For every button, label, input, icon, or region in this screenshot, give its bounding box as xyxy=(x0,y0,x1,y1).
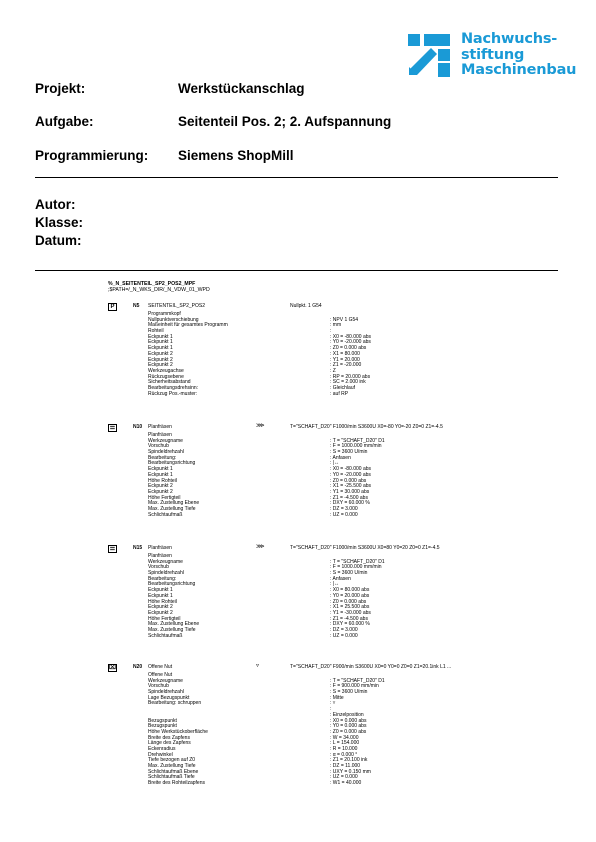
parameter-value: : Z0 = 0.000 abs xyxy=(330,345,367,352)
parameter-label: Höhe Rohteil xyxy=(148,598,177,605)
logo-line: stiftung xyxy=(461,46,525,63)
header-key: Projekt: xyxy=(35,81,86,96)
parameter-label: Rohteil xyxy=(148,328,164,335)
parameter-value: : |↔ xyxy=(330,460,340,467)
logo-text xyxy=(461,32,576,79)
block-name: Planfräsen xyxy=(148,424,172,430)
parameter-label: Offene Nut xyxy=(148,672,173,678)
parameter-label: Spindeldrehzahl xyxy=(148,570,184,577)
direction-icon: ⋙ xyxy=(256,544,265,550)
logo-line: Nachwuchs- xyxy=(461,31,558,47)
parameter-value: : Z1 = 20.100 ink xyxy=(330,757,368,764)
face-milling-icon: ☰ xyxy=(109,425,116,431)
program-header xyxy=(108,281,210,293)
parameter-value: : T = "SCHAFT_D20" D1 xyxy=(330,677,385,684)
parameter-label: Vorschub xyxy=(148,443,169,450)
parameter-value: : Y1 = -30.000 abs xyxy=(330,609,371,616)
parameter-value: : SC = 2.000 ink xyxy=(330,379,366,386)
parameter-value: : Z0 = 0.000 abs xyxy=(330,477,367,484)
parameter-label: Werkzeugachse xyxy=(148,367,184,374)
block-summary: Nullpkt. 1 G54 xyxy=(290,303,322,309)
parameter-value: : RP = 20.000 abs xyxy=(330,373,371,380)
parameter-value: : Y0 = 0.000 abs xyxy=(330,723,367,730)
direction-icon: ⋙ xyxy=(256,423,265,429)
parameter-label: Eckpunkt 2 xyxy=(148,488,173,495)
parameter-value: : S = 3600 U/min xyxy=(330,689,368,696)
parameter-label: Höhe Rohteil xyxy=(148,477,177,484)
parameter-value: : X0 = -80.000 abs xyxy=(330,466,372,473)
parameter-label: Spindeldrehzahl xyxy=(148,449,184,456)
parameter-value: : Y0 = -20.000 abs xyxy=(330,339,371,346)
parameter-value: : Z1 = -4.500 abs xyxy=(330,494,368,501)
block-number: N5 xyxy=(133,303,140,309)
parameter-value: : Y0 = -20.000 abs xyxy=(330,471,371,478)
parameter-label: Eckpunkt 1 xyxy=(148,339,173,346)
parameter-value: : W1 = 40.000 xyxy=(330,780,362,787)
parameter-row xyxy=(148,634,568,640)
parameter-label: Breite des Zapfens xyxy=(148,734,190,741)
parameter-label: Länge des Zapfens xyxy=(148,740,191,747)
parameter-label: Eckpunkt 1 xyxy=(148,333,173,340)
author-label: Autor: xyxy=(35,197,76,212)
parameter-label: Eckpunkt 1 xyxy=(148,466,173,473)
parameter-label: Bearbeitungsdrehsinn: xyxy=(148,384,199,391)
parameter-label: Max. Zustellung Ebene xyxy=(148,500,200,507)
parameter-value: : T = "SCHAFT_D20" D1 xyxy=(330,437,385,444)
parameter-value: : F = 1000.000 mm/min xyxy=(330,564,382,571)
parameter-value: : F = 1000.000 mm/min xyxy=(330,443,382,450)
face-milling-icon: ☰ xyxy=(109,546,116,552)
parameter-label: Sicherheitsabstand xyxy=(148,379,191,386)
parameter-label: Eckpunkt 2 xyxy=(148,356,173,363)
parameter-label: Bearbeitung: schruppen xyxy=(148,700,202,707)
parameter-value: : ▿ xyxy=(330,700,336,707)
parameter-value: : xyxy=(330,706,332,713)
parameter-value: : Anfasen xyxy=(330,454,351,461)
parameter-value: : S = 3600 U/min xyxy=(330,570,368,577)
parameter-value: : |↔ xyxy=(330,581,340,588)
block-summary: T="SCHAFT_D20" F900/min S3600U X0=0 Y0=0 Z0=0 Z1=20.1ink L1 ... xyxy=(290,664,452,670)
parameter-label: Schlichtaufmaß xyxy=(148,511,183,518)
parameter-label: Eckpunkt 2 xyxy=(148,350,173,357)
header-row-aufgabe xyxy=(35,114,391,129)
parameter-value: : DZ = 3.000 xyxy=(330,626,358,633)
parameter-value: : T = "SCHAFT_D20" D1 xyxy=(330,558,385,565)
parameter-label: Eckpunkt 2 xyxy=(148,604,173,611)
parameter-row xyxy=(148,781,568,787)
parameter-label: Vorschub xyxy=(148,683,169,690)
parameter-value: : xyxy=(330,328,332,335)
parameter-label: Max. Zustellung Tiefe xyxy=(148,763,196,769)
parameter-label: Werkzeugname xyxy=(148,558,183,565)
parameter-label: Eckpunkt 2 xyxy=(148,609,173,616)
parameter-label: Max. Zustellung Tiefe xyxy=(148,626,196,633)
parameter-label: Rückzug Pos.-muster: xyxy=(148,390,198,397)
parameter-value: : Z0 = 0.000 abs xyxy=(330,598,367,605)
parameter-label: Bearbeitung: xyxy=(148,575,177,582)
parameter-value: : Y1 = 30.000 abs xyxy=(330,488,370,495)
parameter-value: : DZ = 11.000 xyxy=(330,763,361,769)
parameter-label: Bearbeitungsrichtung xyxy=(148,581,196,588)
parameter-value: : DXY = 60.000 % xyxy=(330,500,370,507)
parameter-label: Tiefe bezogen auf Z0 xyxy=(148,757,196,764)
parameter-label: Max. Zustellung Ebene xyxy=(148,621,200,628)
parameter-list xyxy=(148,433,568,518)
parameter-row xyxy=(148,392,568,398)
block-name: Offene Nut xyxy=(148,664,173,670)
parameter-label: Drehwinkel xyxy=(148,751,173,758)
parameter-label: Höhe Werkstückoberfläche xyxy=(148,728,208,735)
header-row-programmierung xyxy=(35,148,294,163)
header-key: Aufgabe: xyxy=(35,114,94,129)
parameter-value: : X0 = 80.000 abs xyxy=(330,587,370,594)
parameter-value: : α = 0.000 ° xyxy=(330,751,358,758)
parameter-label: Maßeinheit für gesamtes Programm xyxy=(148,322,228,329)
logo xyxy=(405,30,575,82)
parameter-row xyxy=(148,513,568,519)
arrow-logo-icon xyxy=(405,32,455,80)
parameter-label: Eckpunkt 2 xyxy=(148,483,173,490)
parameter-value: : X0 = 0.000 abs xyxy=(330,717,367,724)
parameter-label: Werkzeugname xyxy=(148,677,183,684)
datum-label: Datum: xyxy=(35,233,82,248)
parameter-label: Max. Zustellung Tiefe xyxy=(148,505,196,512)
parameter-value: : L = 154.000 xyxy=(330,740,360,747)
block-number: N20 xyxy=(133,664,143,670)
parameter-label: Eckpunkt 1 xyxy=(148,471,173,478)
parameter-label: Höhe Fertigteil xyxy=(148,615,181,622)
parameter-value: : UZ = 0.000 xyxy=(330,632,358,639)
block-summary: T="SCHAFT_D20" F1000/min S3600U X0=-80 Y0=-20 Z0=0 Z1=-4.5 xyxy=(290,424,443,430)
parameter-label: Rückzugsebene xyxy=(148,373,184,380)
parameter-value: : NPV 1 G54 xyxy=(330,316,359,323)
parameter-label: Schlichtaufmaß Tiefe xyxy=(148,774,195,781)
parameter-value: : Z1 = -4.500 abs xyxy=(330,615,368,622)
direction-icon: ▿ xyxy=(256,663,260,669)
parameter-value: : X1 = -25.500 abs xyxy=(330,483,372,490)
header-value: Werkstückanschlag xyxy=(178,81,305,96)
parameter-label: Eckpunkt 2 xyxy=(148,362,173,369)
parameter-list xyxy=(148,554,568,639)
parameter-value: : UXY = 0.150 mm xyxy=(330,768,371,775)
program-header-icon: P xyxy=(108,303,117,311)
parameter-value: : X1 = 25.500 abs xyxy=(330,604,370,611)
parameter-label: Schlichtaufmaß xyxy=(148,632,183,639)
parameter-value: : Z xyxy=(330,367,336,374)
open-slot-icon: ⌧ xyxy=(109,665,116,671)
parameter-label: Eckpunkt 1 xyxy=(148,592,173,599)
header-value: Siemens ShopMill xyxy=(178,148,294,163)
header-value: Seitenteil Pos. 2; 2. Aufspannung xyxy=(178,114,392,129)
block-number: N10 xyxy=(133,424,143,430)
parameter-value: : Y0 = 20.000 abs xyxy=(330,592,370,599)
header-row-projekt xyxy=(35,81,305,96)
logo-line: Maschinenbau xyxy=(461,62,577,78)
program-path: ;$PATH=/_N_WKS_DIR/_N_VDW_01_WPD xyxy=(108,287,210,293)
divider xyxy=(35,270,558,271)
parameter-label: Eckenradius xyxy=(148,745,176,752)
block-summary: T="SCHAFT_D20" F1000/min S3600U X0=80 Y0=20 Z0=0 Z1=-4.5 xyxy=(290,545,440,551)
parameter-value: : DXY = 60.000 % xyxy=(330,621,370,628)
divider xyxy=(35,177,558,178)
program-name: %_N_SEITENTEIL_SP2_POS2_MPF xyxy=(108,281,196,287)
klasse-label: Klasse: xyxy=(35,215,84,230)
parameter-value: : Y1 = 20.000 xyxy=(330,356,360,363)
parameter-label: Werkzeugname xyxy=(148,437,183,444)
parameter-label: Eckpunkt 1 xyxy=(148,587,173,594)
parameter-label: Höhe Fertigteil xyxy=(148,494,181,501)
parameter-label: Eckpunkt 1 xyxy=(148,345,173,352)
parameter-value: : DZ = 3.000 xyxy=(330,505,358,512)
meta-block xyxy=(35,196,83,250)
parameter-label: Vorschub xyxy=(148,564,169,571)
parameter-value: : S = 3600 U/min xyxy=(330,449,368,456)
parameter-label: Bearbeitungsrichtung xyxy=(148,460,196,467)
block-name: SEITENTEIL_SP2_POS2 xyxy=(148,303,205,309)
parameter-value: : X0 = -80.000 abs xyxy=(330,333,372,340)
parameter-value: : Einzelposition xyxy=(330,711,364,718)
header-key: Programmierung: xyxy=(35,148,149,163)
block-number: N15 xyxy=(133,545,143,551)
parameter-label: Nullpunktverschiebung xyxy=(148,316,199,323)
parameter-list xyxy=(148,673,568,787)
parameter-label: Breite des Rohteilzapfens xyxy=(148,780,205,787)
parameter-label: Planfräsen xyxy=(148,553,172,559)
parameter-value: : UZ = 0.000 xyxy=(330,774,358,781)
parameter-label: Schlichtaufmaß Ebene xyxy=(148,768,199,775)
parameter-value: : auf RP xyxy=(330,390,349,397)
parameter-value: : R = 10.000 xyxy=(330,745,358,752)
parameter-value: : mm xyxy=(330,322,342,329)
parameter-label: Bezugspunkt xyxy=(148,717,177,724)
block-name: Planfräsen xyxy=(148,545,172,551)
parameter-label: Programmkopf xyxy=(148,311,181,317)
parameter-label: Spindeldrehzahl xyxy=(148,689,184,696)
parameter-label: Planfräsen xyxy=(148,432,172,438)
parameter-value: : Z0 = 0.000 abs xyxy=(330,728,367,735)
parameter-value: : Anfasen xyxy=(330,575,351,582)
parameter-value: : Z1 = -20.000 xyxy=(330,362,362,369)
parameter-list xyxy=(148,312,568,397)
parameter-value: : Gleichlauf xyxy=(330,384,356,391)
parameter-label: Bearbeitung: xyxy=(148,454,177,461)
parameter-value: : F = 900.000 mm/min xyxy=(330,683,379,690)
parameter-label: Bezugspunkt xyxy=(148,723,177,730)
parameter-value: : W = 34.000 xyxy=(330,734,359,741)
parameter-value: : X1 = 80.000 xyxy=(330,350,360,357)
parameter-value: : UZ = 0.000 xyxy=(330,511,358,518)
parameter-value: : Mitte xyxy=(330,694,344,701)
parameter-label: Lage Bezugspunkt xyxy=(148,694,190,701)
